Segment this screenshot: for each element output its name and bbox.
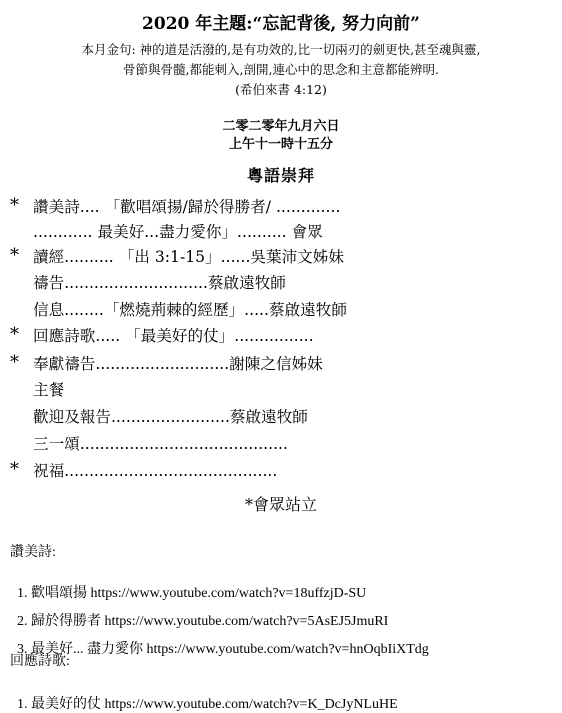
hymns-heading: 讚美詩: xyxy=(10,545,56,560)
verse-line-1: 本月金句: 神的道是活潑的,是有功效的,比一切兩刃的劍更快,甚至魂與靈, xyxy=(81,42,481,57)
order-item-hymns-cont: ............ 最美好...盡力愛你」.......... 會眾 xyxy=(33,223,323,241)
order-item-hymns: 讚美詩.... 「歡唱頌揚/歸於得勝者/ ............. xyxy=(33,198,341,216)
hymn-link[interactable]: https://www.youtube.com/watch?v=5AsEJ5JmuRI xyxy=(104,614,389,629)
hymn-link[interactable]: https://www.youtube.com/watch?v=18uffzjD-SU xyxy=(90,586,367,601)
hymn-label: 1. 歡唱頌揚 xyxy=(17,586,87,601)
theme-title: 2020 年主題:“忘記背後, 努力向前” xyxy=(142,14,420,34)
list-item xyxy=(10,622,429,658)
service-title: 粵語崇拜 xyxy=(246,166,315,185)
order-item-communion: 主餐 xyxy=(33,381,65,399)
standing-marker: * xyxy=(10,352,19,373)
list-item xyxy=(10,677,398,713)
order-item-announcements: 歡迎及報告........................蔡啟遠牧師 xyxy=(33,408,308,426)
order-item-prayer: 禱告.............................蔡啟遠牧師 xyxy=(33,274,286,292)
standing-marker: * xyxy=(10,324,19,345)
order-item-doxology: 三一頌.......................................... xyxy=(33,435,288,453)
response-link[interactable]: https://www.youtube.com/watch?v=K_DcJyNLuHE xyxy=(104,697,398,712)
response-heading: 回應詩歌: xyxy=(10,654,70,669)
response-label: 1. 最美好的仗 xyxy=(17,697,101,712)
order-item-response-hymn: 回應詩歌..... 「最美好的仗」................ xyxy=(33,327,314,345)
hymn-label: 3. 最美好... 盡力愛你 xyxy=(17,642,143,657)
order-item-benediction: 祝福........................................... xyxy=(33,462,278,480)
standing-note: *會眾站立 xyxy=(244,495,317,514)
service-date: 二零二零年九月六日 xyxy=(222,119,340,134)
order-item-offering-prayer: 奉獻禱告...........................謝陳之信姊妹 xyxy=(33,355,323,373)
standing-marker: * xyxy=(10,245,19,266)
hymn-link[interactable]: https://www.youtube.com/watch?v=hnOqbIiXTdg xyxy=(146,642,429,657)
verse-line-2: 骨節與骨髓,都能刺入,剖開,連心中的思念和主意都能辨明. xyxy=(123,62,439,77)
verse-reference: (希伯來書 4:12) xyxy=(235,82,327,97)
hymn-label: 2. 歸於得勝者 xyxy=(17,614,101,629)
order-item-message: 信息........「燃燒荊棘的經歷」.....蔡啟遠牧師 xyxy=(33,301,347,319)
standing-marker: * xyxy=(10,195,19,216)
standing-marker: * xyxy=(10,459,19,480)
order-item-scripture: 讀經.......... 「出 3:1-15」......吳葉沛文姊妹 xyxy=(33,248,344,266)
service-time: 上午十一時十五分 xyxy=(228,137,333,152)
